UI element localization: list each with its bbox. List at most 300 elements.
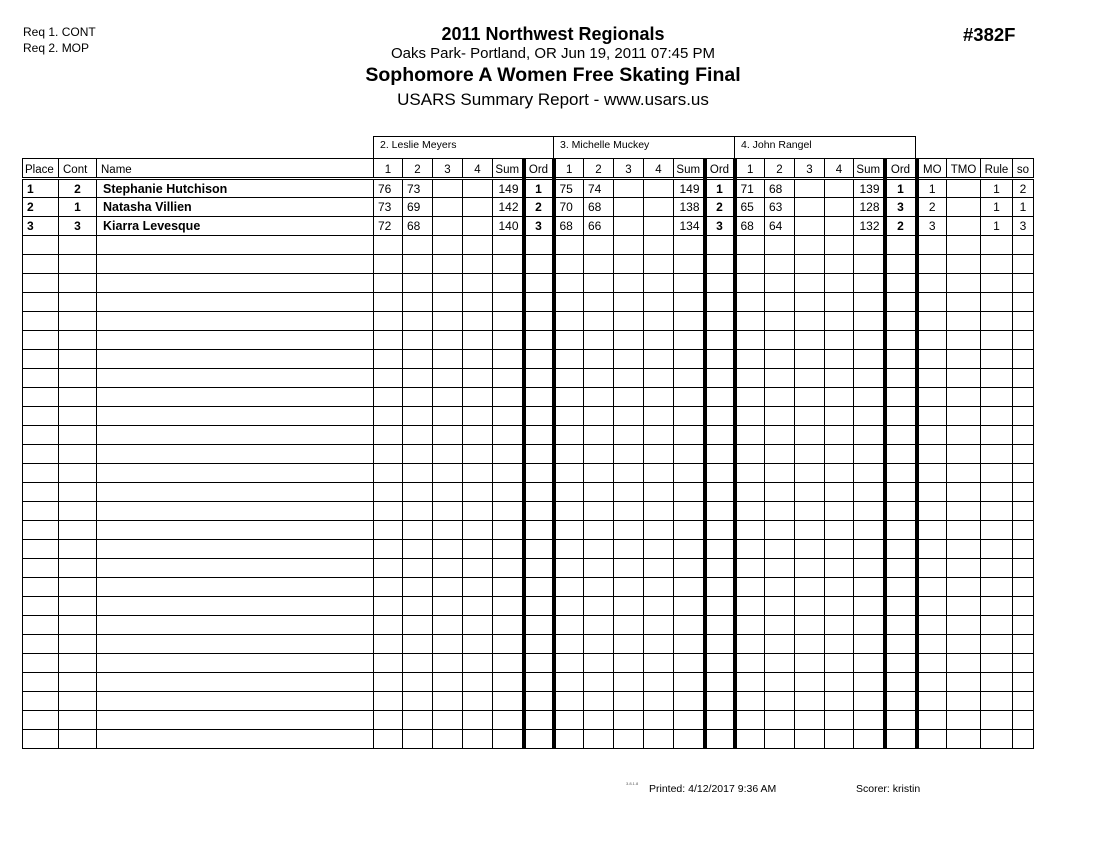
empty-cell bbox=[674, 464, 705, 483]
empty-cell bbox=[795, 369, 825, 388]
empty-cell bbox=[554, 407, 584, 426]
empty-cell bbox=[885, 388, 917, 407]
empty-cell bbox=[97, 521, 374, 540]
col-j4-s2: 2 bbox=[765, 159, 795, 179]
empty-cell bbox=[674, 274, 705, 293]
empty-cell bbox=[854, 331, 885, 350]
score-4 bbox=[463, 179, 493, 198]
empty-cell bbox=[374, 540, 403, 559]
empty-cell bbox=[524, 312, 554, 331]
empty-cell bbox=[614, 578, 644, 597]
score-3 bbox=[433, 198, 463, 217]
empty-cell bbox=[917, 578, 947, 597]
empty-row bbox=[23, 464, 1034, 483]
empty-cell bbox=[59, 312, 97, 331]
empty-cell bbox=[554, 635, 584, 654]
empty-cell bbox=[825, 464, 854, 483]
empty-cell bbox=[524, 597, 554, 616]
empty-cell bbox=[735, 483, 765, 502]
empty-cell bbox=[59, 255, 97, 274]
empty-cell bbox=[554, 312, 584, 331]
empty-cell bbox=[854, 711, 885, 730]
empty-cell bbox=[374, 293, 403, 312]
empty-cell bbox=[674, 426, 705, 445]
requirement-2: Req 2. MOP bbox=[23, 41, 90, 55]
empty-cell bbox=[403, 502, 433, 521]
score-1: 76 bbox=[374, 179, 403, 198]
empty-cell bbox=[374, 255, 403, 274]
empty-cell bbox=[735, 730, 765, 749]
col-j2-ord: Ord bbox=[524, 159, 554, 179]
empty-cell bbox=[97, 635, 374, 654]
empty-cell bbox=[374, 673, 403, 692]
empty-cell bbox=[825, 388, 854, 407]
empty-cell bbox=[795, 274, 825, 293]
empty-cell bbox=[825, 293, 854, 312]
empty-cell bbox=[524, 521, 554, 540]
empty-cell bbox=[584, 369, 614, 388]
empty-cell bbox=[947, 540, 981, 559]
empty-cell bbox=[981, 654, 1013, 673]
empty-cell bbox=[947, 312, 981, 331]
empty-cell bbox=[403, 388, 433, 407]
empty-cell bbox=[59, 711, 97, 730]
empty-cell bbox=[524, 293, 554, 312]
empty-cell bbox=[644, 540, 674, 559]
empty-cell bbox=[433, 635, 463, 654]
empty-cell bbox=[947, 559, 981, 578]
empty-cell bbox=[97, 673, 374, 692]
empty-cell bbox=[493, 502, 524, 521]
empty-cell bbox=[59, 236, 97, 255]
empty-cell bbox=[674, 369, 705, 388]
empty-cell bbox=[524, 388, 554, 407]
empty-cell bbox=[1013, 426, 1034, 445]
empty-cell bbox=[403, 635, 433, 654]
table-row bbox=[23, 179, 1034, 198]
empty-cell bbox=[917, 730, 947, 749]
empty-cell bbox=[885, 350, 917, 369]
empty-cell bbox=[614, 369, 644, 388]
empty-cell bbox=[493, 388, 524, 407]
score-3 bbox=[795, 198, 825, 217]
cont-cell: 3 bbox=[59, 217, 97, 236]
empty-cell bbox=[674, 559, 705, 578]
empty-cell bbox=[735, 711, 765, 730]
place-cell: 3 bbox=[23, 217, 59, 236]
empty-cell bbox=[885, 483, 917, 502]
empty-cell bbox=[614, 597, 644, 616]
empty-cell bbox=[554, 255, 584, 274]
empty-cell bbox=[981, 426, 1013, 445]
empty-cell bbox=[705, 502, 735, 521]
summary-table bbox=[22, 158, 1034, 749]
empty-cell bbox=[854, 388, 885, 407]
empty-cell bbox=[981, 711, 1013, 730]
empty-cell bbox=[97, 426, 374, 445]
empty-cell bbox=[59, 559, 97, 578]
empty-cell bbox=[705, 255, 735, 274]
empty-cell bbox=[374, 502, 403, 521]
empty-cell bbox=[981, 692, 1013, 711]
empty-cell bbox=[644, 654, 674, 673]
empty-cell bbox=[524, 540, 554, 559]
empty-cell bbox=[433, 293, 463, 312]
empty-cell bbox=[493, 274, 524, 293]
empty-cell bbox=[463, 692, 493, 711]
empty-cell bbox=[433, 578, 463, 597]
empty-cell bbox=[705, 521, 735, 540]
empty-cell bbox=[674, 388, 705, 407]
score-2: 68 bbox=[765, 179, 795, 198]
empty-cell bbox=[765, 616, 795, 635]
empty-cell bbox=[463, 673, 493, 692]
empty-cell bbox=[59, 635, 97, 654]
empty-cell bbox=[23, 578, 59, 597]
empty-cell bbox=[493, 540, 524, 559]
empty-cell bbox=[524, 654, 554, 673]
empty-cell bbox=[854, 597, 885, 616]
empty-cell bbox=[644, 312, 674, 331]
empty-cell bbox=[825, 331, 854, 350]
empty-cell bbox=[374, 331, 403, 350]
empty-cell bbox=[23, 388, 59, 407]
rule-cell: 1 bbox=[981, 179, 1013, 198]
empty-cell bbox=[614, 521, 644, 540]
event-number: #382F bbox=[963, 24, 1016, 45]
empty-cell bbox=[885, 331, 917, 350]
empty-cell bbox=[765, 426, 795, 445]
empty-cell bbox=[23, 255, 59, 274]
empty-cell bbox=[59, 521, 97, 540]
skater-name: Natasha Villien bbox=[97, 198, 374, 217]
empty-cell bbox=[705, 559, 735, 578]
empty-cell bbox=[374, 445, 403, 464]
empty-cell bbox=[433, 407, 463, 426]
empty-cell bbox=[614, 445, 644, 464]
empty-cell bbox=[524, 616, 554, 635]
cont-cell: 2 bbox=[59, 179, 97, 198]
empty-cell bbox=[614, 464, 644, 483]
empty-cell bbox=[885, 426, 917, 445]
empty-cell bbox=[554, 521, 584, 540]
empty-cell bbox=[433, 597, 463, 616]
col-j3-sum: Sum bbox=[674, 159, 705, 179]
score-4 bbox=[825, 198, 854, 217]
empty-row bbox=[23, 236, 1034, 255]
empty-cell bbox=[795, 331, 825, 350]
empty-cell bbox=[403, 407, 433, 426]
empty-cell bbox=[947, 673, 981, 692]
empty-row bbox=[23, 540, 1034, 559]
empty-cell bbox=[463, 350, 493, 369]
empty-cell bbox=[59, 673, 97, 692]
empty-cell bbox=[735, 350, 765, 369]
empty-cell bbox=[765, 578, 795, 597]
col-j4-s3: 3 bbox=[795, 159, 825, 179]
empty-cell bbox=[23, 483, 59, 502]
empty-cell bbox=[433, 654, 463, 673]
empty-cell bbox=[674, 236, 705, 255]
empty-cell bbox=[493, 312, 524, 331]
empty-cell bbox=[493, 464, 524, 483]
empty-cell bbox=[795, 502, 825, 521]
empty-cell bbox=[584, 236, 614, 255]
empty-cell bbox=[554, 692, 584, 711]
empty-cell bbox=[854, 559, 885, 578]
empty-cell bbox=[614, 483, 644, 502]
score-3 bbox=[795, 217, 825, 236]
empty-cell bbox=[854, 255, 885, 274]
empty-cell bbox=[614, 407, 644, 426]
empty-cell bbox=[1013, 350, 1034, 369]
empty-cell bbox=[644, 274, 674, 293]
empty-cell bbox=[463, 711, 493, 730]
empty-cell bbox=[854, 654, 885, 673]
empty-cell bbox=[59, 369, 97, 388]
empty-cell bbox=[765, 331, 795, 350]
empty-cell bbox=[97, 293, 374, 312]
empty-cell bbox=[854, 635, 885, 654]
empty-cell bbox=[735, 502, 765, 521]
empty-cell bbox=[59, 540, 97, 559]
empty-cell bbox=[463, 521, 493, 540]
tmo-cell bbox=[947, 217, 981, 236]
empty-cell bbox=[614, 312, 644, 331]
empty-row bbox=[23, 654, 1034, 673]
empty-cell bbox=[23, 369, 59, 388]
empty-cell bbox=[735, 521, 765, 540]
empty-cell bbox=[825, 559, 854, 578]
empty-cell bbox=[59, 654, 97, 673]
empty-cell bbox=[614, 274, 644, 293]
score-sum: 138 bbox=[674, 198, 705, 217]
empty-cell bbox=[854, 673, 885, 692]
empty-cell bbox=[765, 312, 795, 331]
empty-cell bbox=[614, 388, 644, 407]
empty-cell bbox=[403, 426, 433, 445]
empty-cell bbox=[644, 293, 674, 312]
empty-cell bbox=[947, 597, 981, 616]
col-j2-sum: Sum bbox=[493, 159, 524, 179]
score-4 bbox=[825, 217, 854, 236]
empty-cell bbox=[705, 635, 735, 654]
empty-cell bbox=[403, 616, 433, 635]
empty-cell bbox=[825, 483, 854, 502]
empty-cell bbox=[885, 730, 917, 749]
empty-cell bbox=[765, 255, 795, 274]
empty-cell bbox=[885, 464, 917, 483]
empty-cell bbox=[403, 293, 433, 312]
empty-cell bbox=[554, 654, 584, 673]
empty-cell bbox=[493, 711, 524, 730]
empty-cell bbox=[674, 483, 705, 502]
empty-cell bbox=[493, 692, 524, 711]
empty-cell bbox=[705, 540, 735, 559]
empty-cell bbox=[97, 350, 374, 369]
empty-cell bbox=[735, 312, 765, 331]
empty-cell bbox=[765, 236, 795, 255]
empty-cell bbox=[584, 255, 614, 274]
empty-cell bbox=[674, 331, 705, 350]
empty-cell bbox=[524, 483, 554, 502]
empty-cell bbox=[1013, 255, 1034, 274]
empty-cell bbox=[885, 236, 917, 255]
score-sum: 149 bbox=[674, 179, 705, 198]
empty-cell bbox=[97, 312, 374, 331]
empty-cell bbox=[917, 597, 947, 616]
empty-cell bbox=[433, 388, 463, 407]
empty-cell bbox=[947, 445, 981, 464]
empty-cell bbox=[825, 730, 854, 749]
empty-cell bbox=[97, 483, 374, 502]
empty-cell bbox=[885, 559, 917, 578]
empty-cell bbox=[554, 540, 584, 559]
empty-cell bbox=[403, 255, 433, 274]
empty-row bbox=[23, 502, 1034, 521]
empty-cell bbox=[463, 730, 493, 749]
empty-cell bbox=[765, 559, 795, 578]
empty-cell bbox=[674, 407, 705, 426]
empty-cell bbox=[97, 711, 374, 730]
empty-cell bbox=[463, 540, 493, 559]
empty-cell bbox=[97, 597, 374, 616]
empty-cell bbox=[981, 236, 1013, 255]
empty-cell bbox=[735, 274, 765, 293]
empty-cell bbox=[403, 711, 433, 730]
empty-cell bbox=[705, 407, 735, 426]
score-2: 69 bbox=[403, 198, 433, 217]
score-2: 64 bbox=[765, 217, 795, 236]
score-1: 70 bbox=[554, 198, 584, 217]
empty-cell bbox=[403, 540, 433, 559]
empty-cell bbox=[374, 597, 403, 616]
empty-cell bbox=[854, 407, 885, 426]
ordinal: 2 bbox=[705, 198, 735, 217]
empty-cell bbox=[59, 407, 97, 426]
empty-cell bbox=[795, 673, 825, 692]
empty-cell bbox=[463, 578, 493, 597]
empty-cell bbox=[1013, 559, 1034, 578]
empty-cell bbox=[947, 521, 981, 540]
empty-row bbox=[23, 350, 1034, 369]
event-name: 2011 Northwest Regionals bbox=[441, 24, 665, 44]
empty-cell bbox=[674, 578, 705, 597]
empty-cell bbox=[885, 635, 917, 654]
empty-cell bbox=[795, 711, 825, 730]
empty-cell bbox=[735, 540, 765, 559]
empty-cell bbox=[981, 635, 1013, 654]
empty-cell bbox=[644, 559, 674, 578]
empty-cell bbox=[433, 255, 463, 274]
empty-cell bbox=[885, 540, 917, 559]
empty-cell bbox=[1013, 483, 1034, 502]
empty-cell bbox=[493, 445, 524, 464]
empty-cell bbox=[825, 692, 854, 711]
empty-cell bbox=[981, 540, 1013, 559]
empty-cell bbox=[524, 673, 554, 692]
empty-cell bbox=[885, 445, 917, 464]
empty-cell bbox=[554, 559, 584, 578]
empty-cell bbox=[463, 654, 493, 673]
empty-cell bbox=[825, 312, 854, 331]
empty-cell bbox=[735, 407, 765, 426]
empty-cell bbox=[524, 407, 554, 426]
empty-cell bbox=[614, 559, 644, 578]
empty-cell bbox=[524, 730, 554, 749]
empty-cell bbox=[795, 692, 825, 711]
empty-cell bbox=[614, 293, 644, 312]
empty-cell bbox=[59, 464, 97, 483]
empty-cell bbox=[735, 635, 765, 654]
ordinal: 1 bbox=[705, 179, 735, 198]
col-j4-s4: 4 bbox=[825, 159, 854, 179]
empty-cell bbox=[795, 540, 825, 559]
empty-cell bbox=[795, 616, 825, 635]
empty-cell bbox=[59, 426, 97, 445]
empty-cell bbox=[374, 312, 403, 331]
empty-cell bbox=[705, 711, 735, 730]
requirement-1: Req 1. CONT bbox=[23, 25, 96, 39]
empty-cell bbox=[825, 502, 854, 521]
empty-cell bbox=[947, 464, 981, 483]
empty-cell bbox=[885, 255, 917, 274]
empty-cell bbox=[947, 369, 981, 388]
empty-cell bbox=[981, 293, 1013, 312]
empty-cell bbox=[795, 293, 825, 312]
empty-cell bbox=[674, 540, 705, 559]
ordinal: 3 bbox=[705, 217, 735, 236]
empty-cell bbox=[885, 312, 917, 331]
empty-cell bbox=[463, 483, 493, 502]
table-row bbox=[23, 217, 1034, 236]
empty-cell bbox=[493, 350, 524, 369]
empty-cell bbox=[403, 673, 433, 692]
col-tmo: TMO bbox=[947, 159, 981, 179]
empty-cell bbox=[493, 730, 524, 749]
score-1: 75 bbox=[554, 179, 584, 198]
empty-cell bbox=[1013, 673, 1034, 692]
empty-cell bbox=[705, 464, 735, 483]
empty-cell bbox=[493, 293, 524, 312]
empty-cell bbox=[674, 445, 705, 464]
empty-cell bbox=[524, 274, 554, 293]
empty-cell bbox=[854, 502, 885, 521]
empty-cell bbox=[644, 331, 674, 350]
empty-cell bbox=[1013, 654, 1034, 673]
empty-cell bbox=[765, 673, 795, 692]
empty-cell bbox=[947, 654, 981, 673]
empty-cell bbox=[374, 350, 403, 369]
empty-cell bbox=[463, 331, 493, 350]
empty-cell bbox=[493, 407, 524, 426]
empty-cell bbox=[374, 483, 403, 502]
empty-row bbox=[23, 483, 1034, 502]
empty-cell bbox=[433, 369, 463, 388]
empty-cell bbox=[524, 331, 554, 350]
empty-cell bbox=[493, 559, 524, 578]
empty-cell bbox=[795, 483, 825, 502]
empty-cell bbox=[735, 445, 765, 464]
empty-cell bbox=[1013, 293, 1034, 312]
empty-cell bbox=[584, 407, 614, 426]
empty-cell bbox=[644, 635, 674, 654]
empty-cell bbox=[524, 236, 554, 255]
empty-cell bbox=[374, 692, 403, 711]
empty-cell bbox=[584, 711, 614, 730]
table-row bbox=[23, 198, 1034, 217]
empty-cell bbox=[644, 483, 674, 502]
